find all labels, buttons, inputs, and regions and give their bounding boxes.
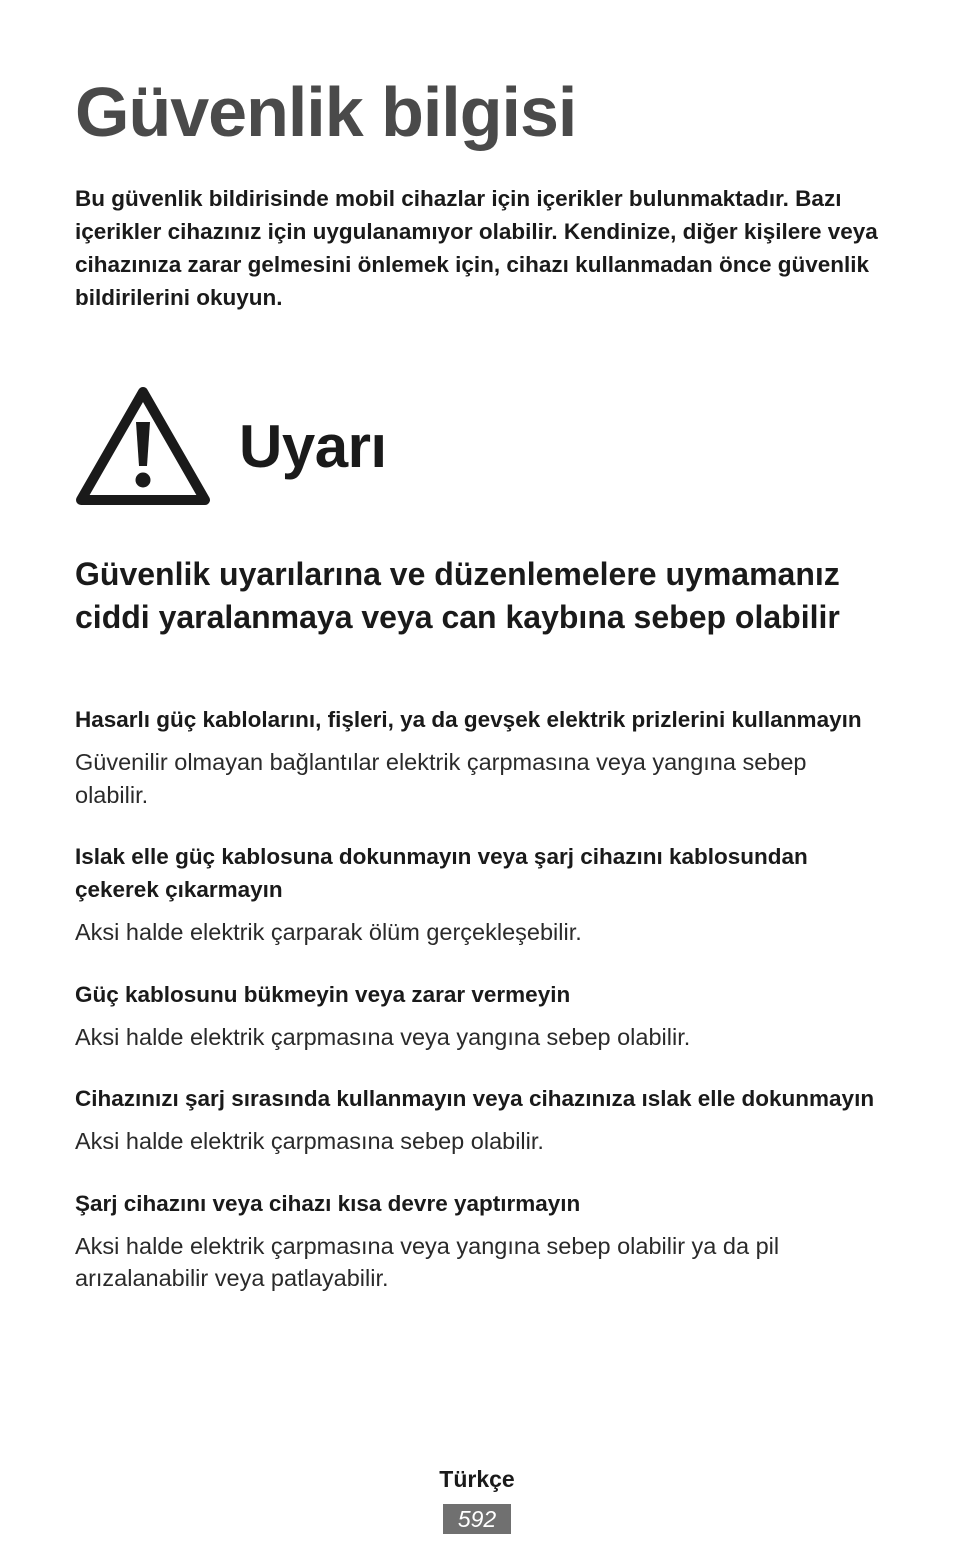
list-item <box>75 1082 885 1158</box>
item-body: Aksi halde elektrik çarpmasına veya yangına sebep olabilir. <box>75 1023 691 1050</box>
item-heading: Cihazınızı şarj sırasında kullanmayın veya cihazınıza ıslak elle dokunmayın <box>75 1086 875 1111</box>
safety-items-list <box>75 703 885 1324</box>
item-body: Aksi halde elektrik çarparak ölüm gerçekleşebilir. <box>75 919 582 945</box>
warning-title: Uyarı <box>239 413 387 480</box>
intro-paragraph: Bu güvenlik bildirisinde mobil cihazlar için içerikler bulunmaktadır. Bazı içerikler cihazınız için uygulanamıyor olabilir. Kendinize, diğer kişilere veya cihazınıza zarar gelmesini önlemek için, cihazı kullanmadan önce güvenlik bildirilerini okuyun. <box>75 186 878 310</box>
item-heading: Hasarlı güç kablolarını, fişleri, ya da gevşek elektrik prizlerini kullanmayın <box>75 707 862 732</box>
page-footer <box>0 1462 954 1534</box>
warning-triangle-icon <box>75 386 211 508</box>
page-number: 592 <box>443 1504 511 1534</box>
item-heading: Şarj cihazını veya cihazı kısa devre yaptırmayın <box>75 1190 581 1216</box>
item-body: Güvenilir olmayan bağlantılar elektrik çarpmasına veya yangına sebep olabilir. <box>75 749 807 808</box>
footer-language: Türkçe <box>439 1466 515 1492</box>
list-item <box>75 840 885 949</box>
item-body: Aksi halde elektrik çarpmasına veya yangına sebep olabilir ya da pil arızalanabilir veya patlayabilir. <box>75 1232 780 1291</box>
warning-block <box>75 386 885 510</box>
item-heading: Islak elle güç kablosuna dokunmayın veya şarj cihazını kablosundan çekerek çıkarmayın <box>75 844 808 902</box>
section-heading: Güvenlik uyarılarına ve düzenlemelere uymamanız ciddi yaralanmaya veya can kaybına sebep olabilir <box>75 556 840 635</box>
item-heading: Güç kablosunu bükmeyin veya zarar vermeyin <box>75 981 571 1007</box>
list-item <box>75 978 885 1054</box>
page-title: Güvenlik bilgisi <box>75 73 577 151</box>
item-body: Aksi halde elektrik çarpmasına sebep olabilir. <box>75 1128 544 1154</box>
list-item <box>75 1187 885 1295</box>
list-item <box>75 703 885 811</box>
